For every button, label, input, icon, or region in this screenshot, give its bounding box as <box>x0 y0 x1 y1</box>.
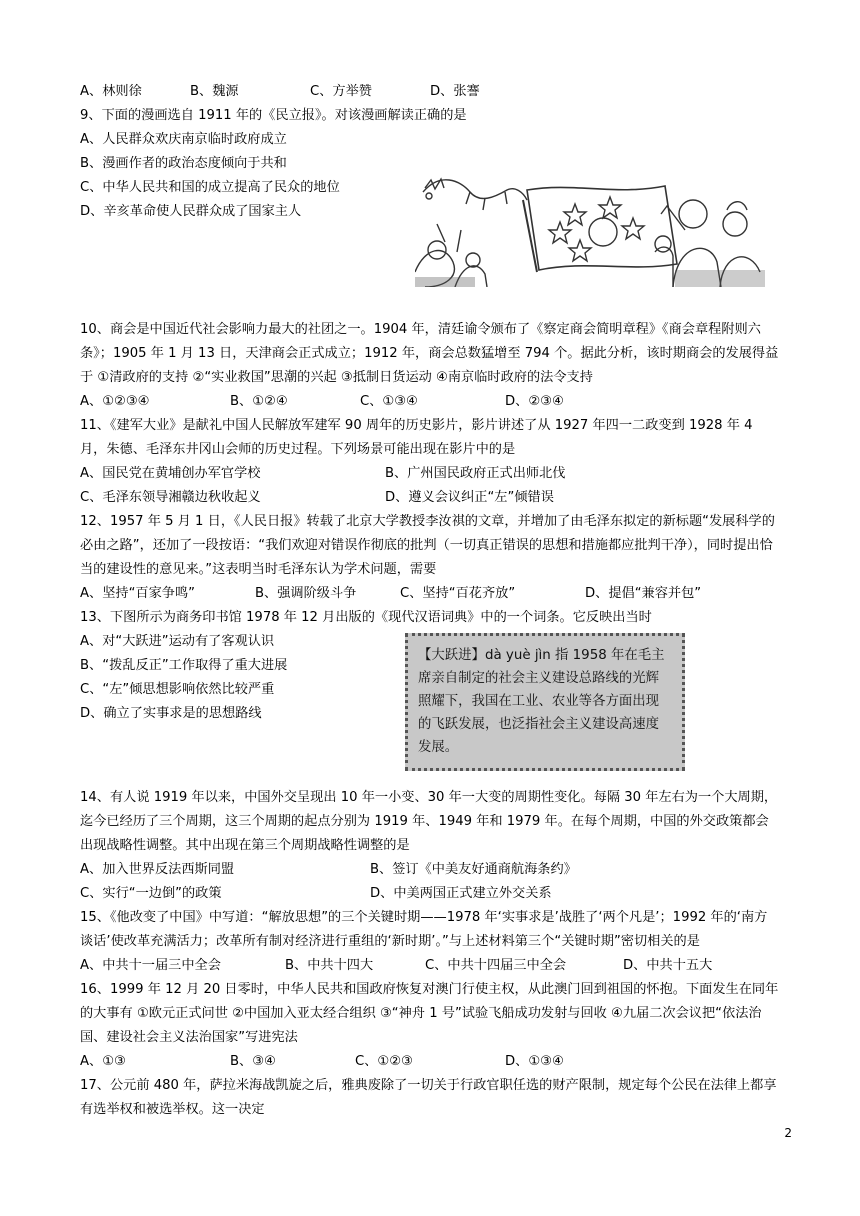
q12-option-d: D、提倡“兼容并包” <box>585 586 702 601</box>
q9-option-c: C、中华人民共和国的成立提高了民众的地位 <box>80 180 340 195</box>
q11-options-row2 <box>80 486 780 510</box>
q15-option-c: C、中共十四届三中全会 <box>425 958 567 973</box>
q14-stem: 14、有人说 1919 年以来，中国外交呈现出 10 年一小变、30 年一大变的周期性变化。每隔 30 年左右为一个大周期，迄今已经历了三个周期，这三个周期的起点分别为 1919 年、1949 年和 1979 年。在每个周期，中国的外交政策都会出现战略性调整。其中出现在第三个周期战略性调整的是 <box>80 790 778 853</box>
q11-option-c: C、毛泽东领导湘赣边秋收起义 <box>80 490 261 505</box>
q13-option-d: D、确立了实事求是的思想路线 <box>80 706 262 721</box>
q12-option-c: C、坚持“百花齐放” <box>400 586 516 601</box>
q17-stem: 17、公元前 480 年，萨拉米海战凯旋之后，雅典废除了一切关于行政官职任选的财产限制，规定每个公民在法律上都享有选举权和被选举权。这一决定 <box>80 1078 777 1117</box>
q10-option-c: C、①③④ <box>360 394 418 409</box>
q14-option-c: C、实行“一边倒”的政策 <box>80 886 222 901</box>
q12-option-a: A、坚持“百家争鸣” <box>80 586 195 601</box>
q13-option-c: C、“左”倾思想影响依然比较严重 <box>80 682 275 697</box>
q13-dictionary-entry-figure <box>405 633 685 771</box>
q8-option-c: C、方举赞 <box>310 84 372 99</box>
q13-option-a: A、对“大跃进”运动有了客观认识 <box>80 634 275 649</box>
cartoon-drawing <box>415 152 765 287</box>
q15-stem: 15、《他改变了中国》中写道：“解放思想”的三个关键时期——1978 年‘实事求是’战胜了‘两个凡是’；1992 年的‘南方谈话’使改革充满活力；改革所有制对经济进行重组的‘新时期’。”与上述材料第三个“关键时期”密切相关的是 <box>80 910 768 949</box>
dictionary-entry-text: 【大跃进】dà yuè jìn 指 1958 年在毛主席亲自制定的社会主义建设总路线的光辉照耀下，我国在工业、农业等各方面出现的飞跃发展，也泛指社会主义建设高速度发展。 <box>418 648 665 755</box>
q8-option-d: D、张謇 <box>430 84 480 99</box>
q15-options <box>80 954 780 978</box>
q16-options <box>80 1050 780 1074</box>
q12-options <box>80 582 780 606</box>
q16-stem: 16、1999 年 12 月 20 日零时，中华人民共和国政府恢复对澳门行使主权，从此澳门回到祖国的怀抱。下面发生在同年的大事有 ①欧元正式问世 ②中国加入亚太经合组织 ③“神舟 1 号”试验飞船成功发射与回收 ④九届二次会议把“依法治国、建设社会主义法治国家”写进宪法 <box>80 982 779 1045</box>
q10-option-b: B、①②④ <box>230 394 288 409</box>
q11-option-b: B、广州国民政府正式出师北伐 <box>385 466 566 481</box>
q11-options-row1 <box>80 462 780 486</box>
q16-option-c: C、①②③ <box>355 1054 413 1069</box>
q10-options <box>80 390 780 414</box>
q12-stem: 12、1957 年 5 月 1 日，《人民日报》转载了北京大学教授李汝祺的文章，并增加了由毛泽东拟定的新标题“发展科学的必由之路”，还加了一段按语：“我们欢迎对错误作彻底的批判（一切真正错误的思想和措施都应批判干净），同时提出恰当的建设性的意见来。”这表明当时毛泽东认为学术问题，需要 <box>80 514 775 577</box>
q8-options <box>80 80 780 104</box>
q11-stem: 11、《建军大业》是献礼中国人民解放军建军 90 周年的历史影片，影片讲述了从 1927 年四一二政变到 1928 年 4 月，朱德、毛泽东井冈山会师的历史过程。下列场景可能出现在影片中的是 <box>80 418 753 457</box>
q14-option-b: B、签订《中美友好通商航海条约》 <box>370 862 577 877</box>
q11-option-a: A、国民党在黄埔创办军官学校 <box>80 466 261 481</box>
q11-option-d: D、遵义会议纠正“左”倾错误 <box>385 490 554 505</box>
q8-option-a: A、林则徐 <box>80 84 142 99</box>
q9-cartoon-illustration <box>415 152 765 287</box>
q16-option-d: D、①③④ <box>505 1054 564 1069</box>
q14-option-d: D、中美两国正式建立外交关系 <box>370 886 552 901</box>
q13-stem: 13、下图所示为商务印书馆 1978 年 12 月出版的《现代汉语词典》中的一个词条。它反映出当时 <box>80 610 652 625</box>
q15-option-d: D、中共十五大 <box>623 958 713 973</box>
q9-stem: 9、下面的漫画选自 1911 年的《民立报》。对该漫画解读正确的是 <box>80 108 467 123</box>
q10-option-a: A、①②③④ <box>80 394 150 409</box>
q15-option-b: B、中共十四大 <box>285 958 374 973</box>
q9-option-d: D、辛亥革命使人民群众成了国家主人 <box>80 204 302 219</box>
q15-option-a: A、中共十一届三中全会 <box>80 958 221 973</box>
q16-option-a: A、①③ <box>80 1054 126 1069</box>
q9-option-a: A、人民群众欢庆南京临时政府成立 <box>80 132 287 147</box>
q10-option-d: D、②③④ <box>505 394 564 409</box>
q14-option-a: A、加入世界反法西斯同盟 <box>80 862 235 877</box>
q9-option-b: B、漫画作者的政治态度倾向于共和 <box>80 156 287 171</box>
q8-option-b: B、魏源 <box>190 84 239 99</box>
q14-options-row2 <box>80 882 780 906</box>
page-number: 2 <box>784 1126 792 1140</box>
q14-options-row1 <box>80 858 780 882</box>
q13-option-b: B、“拨乱反正”工作取得了重大进展 <box>80 658 288 673</box>
q16-option-b: B、③④ <box>230 1054 276 1069</box>
q12-option-b: B、强调阶级斗争 <box>255 586 357 601</box>
q10-stem: 10、商会是中国近代社会影响力最大的社团之一。1904 年，清廷谕令颁布了《察定商会简明章程》《商会章程附则六条》；1905 年 1 月 13 日，天津商会正式成立；1912 年，商会总数猛增至 794 个。据此分析，该时期商会的发展得益于 ①清政府的支持 ②“实业救国”思潮的兴起 ③抵制日货运动 ④南京临时政府的法令支持 <box>80 322 779 385</box>
